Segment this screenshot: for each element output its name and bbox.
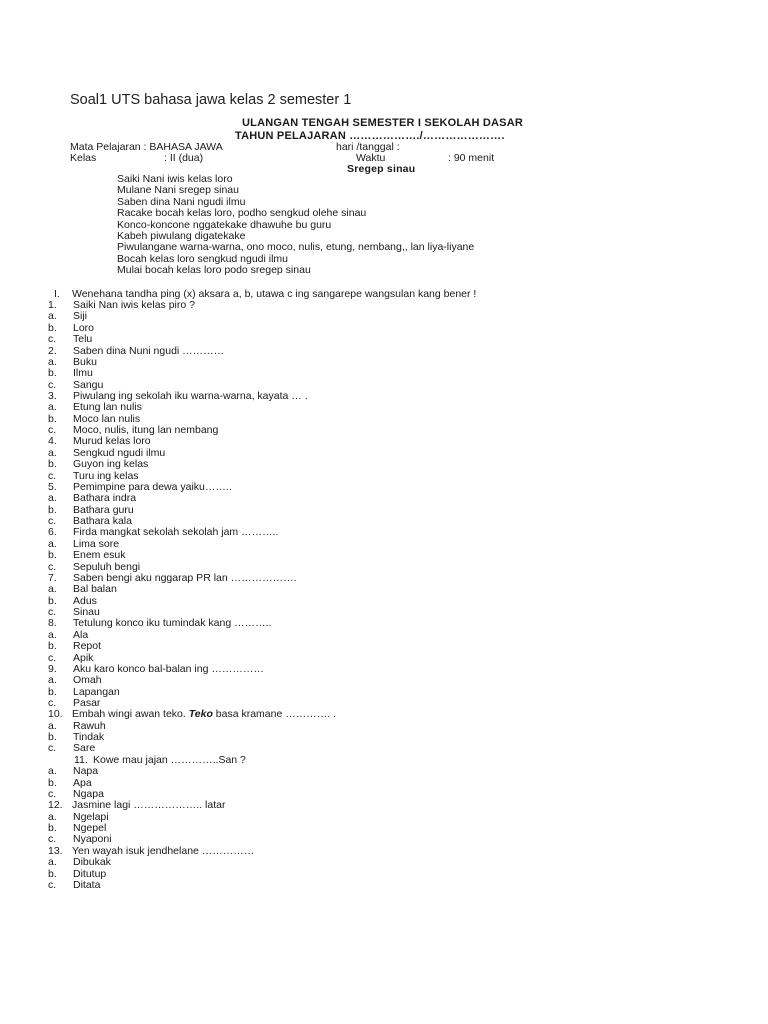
- option-label: b.: [48, 367, 57, 380]
- passage-line: Saiki Nani iwis kelas loro: [117, 173, 233, 185]
- option-label: b.: [48, 685, 57, 698]
- option-text: Telu: [73, 333, 93, 346]
- option-label: b.: [48, 822, 57, 834]
- option-label: c.: [48, 787, 57, 800]
- question-label: 2.: [48, 344, 57, 357]
- question-label: 1.: [48, 299, 57, 311]
- question-text: Saben dina Nuni ngudi …………: [73, 344, 225, 357]
- question-text: Yen wayah isuk jendhelane ……………: [72, 844, 255, 857]
- option-text: Bal balan: [73, 583, 117, 596]
- question-text: Piwulang ing sekolah iku warna-warna, kayata … .: [73, 390, 308, 402]
- passage-line: Kabeh piwulang digatekake: [117, 230, 246, 243]
- subject-label: Mata Pelajaran : BAHASA JAWA: [70, 141, 223, 153]
- option-text: Enem esuk: [73, 549, 126, 562]
- question-label: 9.: [48, 662, 57, 675]
- option-label: b.: [48, 412, 57, 425]
- instruction-text: Wenehana tandha ping (x) aksara a, b, utawa c ing sangarepe wangsulan kang bener !: [72, 288, 477, 300]
- option-label: c.: [48, 651, 57, 664]
- question-label: 12.: [48, 799, 63, 812]
- option-text: Guyon ing kelas: [73, 458, 149, 471]
- option-label: a.: [48, 446, 57, 459]
- option-label: b.: [48, 640, 57, 653]
- option-text: Sepuluh bengi: [73, 560, 141, 573]
- option-label: a.: [48, 628, 57, 641]
- option-label: b.: [48, 867, 57, 880]
- class-value: : II (dua): [164, 152, 204, 164]
- option-label: a.: [48, 310, 57, 323]
- option-label: c.: [48, 697, 57, 709]
- option-label: a.: [48, 674, 57, 687]
- question-label: 6.: [48, 526, 57, 539]
- exam-header-line1: ULANGAN TENGAH SEMESTER I SEKOLAH DASAR: [242, 117, 523, 129]
- passage-line: Mulai bocah kelas loro podo sregep sinau: [117, 264, 311, 277]
- option-label: a.: [48, 401, 57, 414]
- option-label: b.: [48, 321, 57, 334]
- question-label: 3.: [48, 390, 57, 402]
- option-label: a.: [48, 810, 57, 823]
- option-label: c.: [48, 606, 57, 618]
- option-text: Etung lan nulis: [73, 401, 142, 414]
- passage-line: Konco-koncone nggatekake dhawuhe bu guru: [117, 218, 332, 231]
- question-label: 10.: [48, 708, 63, 721]
- question-label: 8.: [48, 617, 57, 630]
- option-label: c.: [48, 378, 57, 391]
- option-text: Lapangan: [73, 685, 120, 698]
- option-text: Apik: [73, 651, 94, 664]
- option-text: Bathara guru: [73, 503, 134, 516]
- option-text: Ngapa: [73, 787, 104, 800]
- option-label: c.: [48, 878, 57, 891]
- document-title: Soal1 UTS bahasa jawa kelas 2 semester 1: [70, 92, 352, 108]
- question-text: Jasmine lagi ……………….. latar: [72, 799, 226, 812]
- option-label: b.: [48, 731, 57, 744]
- instruction-number: I.: [54, 288, 60, 300]
- option-label: a.: [48, 765, 57, 778]
- option-text: Sinau: [73, 606, 100, 618]
- option-text: Repot: [73, 640, 102, 653]
- passage-line: Mulane Nani sregep sinau: [117, 184, 239, 197]
- passage-line: Bocah kelas loro sengkud ngudi ilmu: [117, 252, 289, 265]
- question-text: Embah wingi awan teko. Teko basa kramane …………. .: [72, 708, 336, 721]
- option-label: b.: [48, 776, 57, 789]
- option-text: Dibukak: [73, 856, 111, 869]
- option-label: a.: [48, 492, 57, 505]
- option-text: Lima sore: [73, 537, 120, 550]
- passage-title: Sregep sinau: [347, 163, 416, 175]
- exam-header-line2: TAHUN PELAJARAN ………………./………………….: [235, 130, 505, 142]
- option-text: Ditata: [73, 878, 101, 891]
- option-text: Ilmu: [73, 367, 93, 380]
- option-label: b.: [48, 549, 57, 562]
- option-label: c.: [48, 424, 57, 437]
- option-label: a.: [48, 583, 57, 596]
- option-label: c.: [48, 515, 57, 527]
- option-label: c.: [48, 833, 57, 846]
- option-text: Nyaponi: [73, 833, 112, 846]
- option-text: Sare: [73, 742, 96, 755]
- option-text: Ngelapi: [73, 810, 109, 823]
- day-date-label: hari /tanggal :: [336, 141, 400, 153]
- option-label: b.: [48, 503, 57, 516]
- option-text: Moco lan nulis: [73, 412, 141, 425]
- question-label: 7.: [48, 571, 57, 584]
- question-text: Firda mangkat sekolah sekolah jam ………..: [73, 526, 279, 539]
- option-label: c.: [48, 333, 57, 346]
- option-text: Ditutup: [73, 867, 107, 880]
- option-label: a.: [48, 719, 57, 732]
- option-text: Ngepel: [73, 822, 107, 834]
- question-text: Aku karo konco bal-balan ing ……………: [73, 662, 264, 675]
- option-label: a.: [48, 537, 57, 550]
- option-text: Siji: [73, 310, 88, 323]
- option-label: a.: [48, 355, 57, 368]
- option-text: Adus: [73, 594, 97, 607]
- passage-line: Piwulangane warna-warna, ono moco, nulis, etung, nembang,, lan liya-liyane: [117, 241, 475, 254]
- passage-line: Racake bocah kelas loro, podho sengkud olehe sinau: [117, 207, 367, 220]
- option-text: Ala: [73, 628, 89, 641]
- question-label: 4.: [48, 435, 57, 448]
- option-label: a.: [48, 856, 57, 869]
- option-text: Buku: [73, 355, 97, 368]
- keyword: Teko: [188, 708, 213, 721]
- option-label: b.: [48, 458, 57, 471]
- question-text: Pemimpine para dewa yaiku……..: [73, 480, 232, 493]
- option-text: Omah: [73, 674, 102, 687]
- option-label: c.: [48, 469, 57, 482]
- time-label: Waktu: [356, 152, 386, 164]
- option-label: b.: [48, 594, 57, 607]
- option-text: Turu ing kelas: [73, 469, 139, 482]
- option-text: Apa: [73, 776, 92, 789]
- option-text: Tindak: [73, 731, 105, 744]
- passage: [117, 174, 474, 277]
- question-text: Kowe mau jajan …………..San ?: [93, 753, 246, 766]
- question-text: Saben bengi aku nggarap PR lan ……………….: [73, 571, 297, 584]
- option-text: Bathara kala: [73, 515, 132, 527]
- option-text: Sengkud ngudi ilmu: [73, 446, 166, 459]
- option-label: c.: [48, 742, 57, 755]
- question-label: 13.: [48, 844, 63, 857]
- question-label: 5.: [48, 480, 57, 493]
- option-text: Rawuh: [73, 719, 106, 732]
- question-text: Saiki Nan iwis kelas piro ?: [73, 299, 195, 311]
- time-value: : 90 menit: [448, 152, 495, 164]
- question-label: 11.: [74, 753, 88, 766]
- option-text: Napa: [73, 765, 99, 778]
- option-text: Sangu: [73, 378, 104, 391]
- class-label: Kelas: [70, 152, 97, 164]
- question-text: Murud kelas loro: [73, 435, 151, 448]
- option-text: Pasar: [73, 697, 101, 709]
- option-text: Moco, nulis, itung lan nembang: [73, 424, 219, 437]
- option-text: Loro: [73, 321, 95, 334]
- option-text: Bathara indra: [73, 492, 137, 505]
- option-label: c.: [48, 560, 57, 573]
- passage-line: Saben dina Nani ngudi ilmu: [117, 195, 246, 208]
- question-text: Tetulung konco iku tumindak kang ………..: [73, 617, 272, 630]
